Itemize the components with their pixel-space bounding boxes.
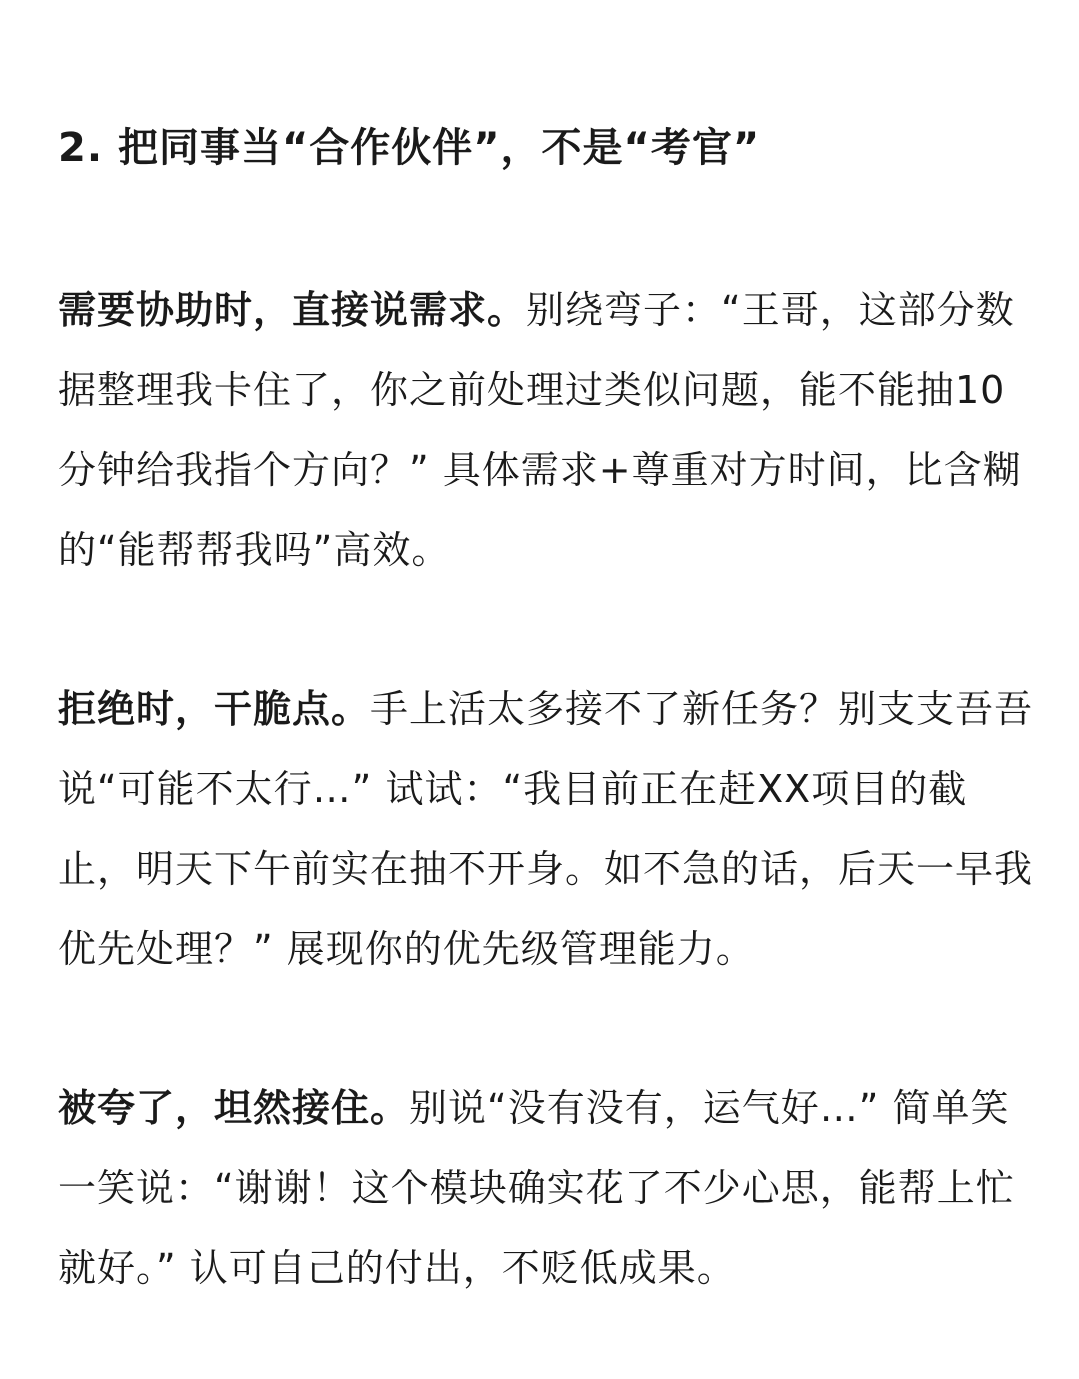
paragraph-lead: 拒绝时，干脆点。: [58, 687, 371, 731]
paragraph-body: 手上活太多接不了新任务？别支支吾吾说“可能不太行…” 试试：“我目前正在赶XX项目的截止，明天下午前实在抽不开身。如不急的话，后天一早我优先处理？” 展现你的优先级管理能力。: [58, 687, 1034, 971]
paragraph-lead: 被夸了，坦然接住。: [58, 1086, 410, 1130]
paragraph-body: 别说“没有没有，运气好…” 简单笑一笑说：“谢谢！这个模块确实花了不少心思，能帮上忙就好。” 认可自己的付出，不贬低成果。: [58, 1086, 1015, 1290]
paragraph-body: 别绕弯子：“王哥，这部分数据整理我卡住了，你之前处理过类似问题，能不能抽10分钟给我指个方向？” 具体需求+尊重对方时间，比含糊的“能帮帮我吗”高效。: [58, 288, 1022, 572]
paragraph-lead: 需要协助时，直接说需求。: [58, 288, 527, 332]
paragraph-declining: [58, 669, 1038, 989]
paragraph-accepting-praise: [58, 1068, 1038, 1308]
paragraph-asking-for-help: [58, 270, 1038, 590]
section-title: 2. 把同事当“合作伙伴”，不是“考官”: [58, 125, 761, 171]
